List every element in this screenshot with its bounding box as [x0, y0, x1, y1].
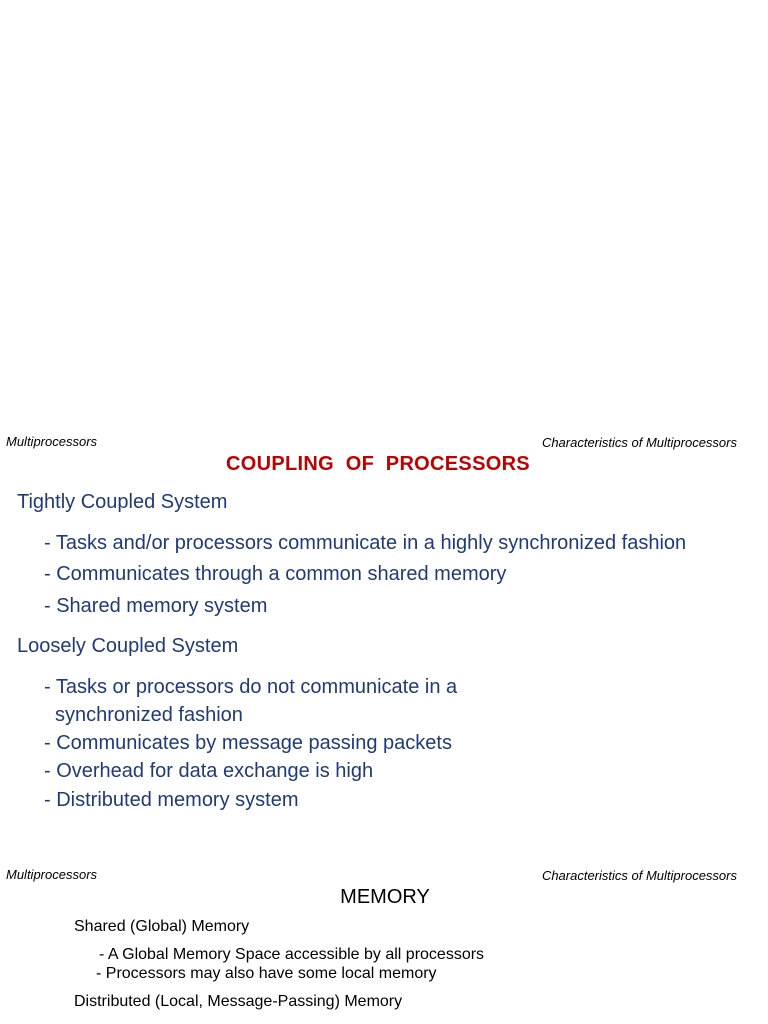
tight-bullet-3: - Shared memory system	[44, 595, 268, 617]
loose-bullet-1-cont: synchronized fashion	[55, 704, 243, 726]
slide2-header-right: Characteristics of Multiprocessors	[541, 868, 737, 883]
loose-bullet-1: - Tasks or processors do not communicate in a	[44, 676, 458, 698]
distributed-memory-heading: Distributed (Local, Message-Passing) Memory	[74, 993, 403, 1010]
tight-bullet-1: - Tasks and/or processors communicate in a highly synchronized fashion	[44, 532, 687, 554]
shared-bullet-1: - A Global Memory Space accessible by all processors	[99, 946, 485, 963]
slide2-header-left: Multiprocessors	[6, 867, 98, 882]
loosely-coupled-heading: Loosely Coupled System	[17, 635, 239, 657]
slide2-title: MEMORY	[340, 886, 430, 908]
shared-bullet-2: - Processors may also have some local memory	[96, 965, 437, 982]
loose-bullet-2: - Communicates by message passing packets	[44, 732, 452, 754]
loose-bullet-3: - Overhead for data exchange is high	[44, 760, 374, 782]
loose-bullet-4: - Distributed memory system	[44, 789, 299, 811]
slide1-title: COUPLING OF PROCESSORS	[226, 453, 530, 475]
slide1-header-left: Multiprocessors	[6, 434, 98, 449]
tight-bullet-2: - Communicates through a common shared memory	[44, 563, 507, 585]
slide1-header-right: Characteristics of Multiprocessors	[541, 435, 737, 450]
tightly-coupled-heading: Tightly Coupled System	[17, 491, 228, 513]
shared-memory-heading: Shared (Global) Memory	[74, 918, 250, 935]
